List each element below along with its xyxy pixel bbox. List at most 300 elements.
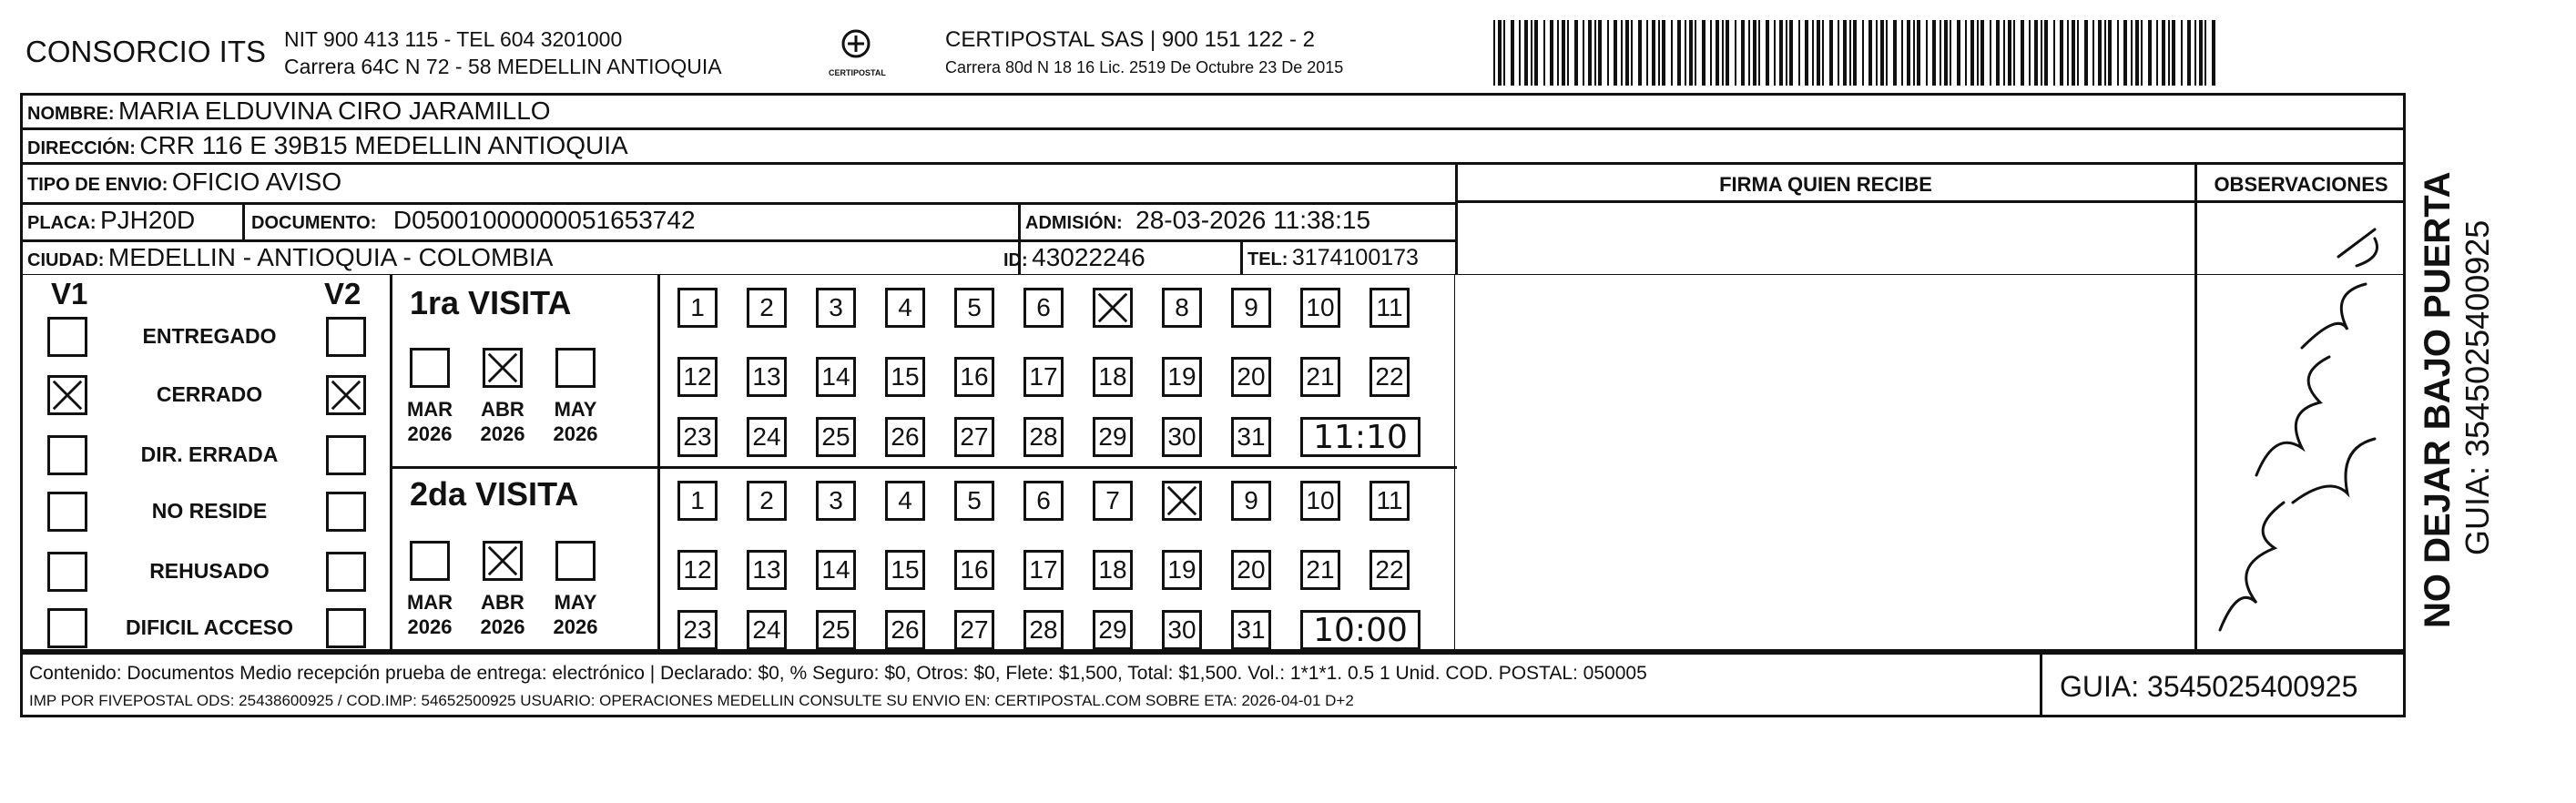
day-box[interactable] [1023, 417, 1064, 457]
document-label: DOCUMENTO: [251, 213, 377, 233]
v2-checkbox[interactable] [326, 492, 366, 532]
status-label: NO RESIDE [151, 499, 268, 523]
barcode-bar [1748, 20, 1750, 86]
year-label: 2026 [553, 422, 598, 445]
year-label: 2026 [407, 615, 453, 638]
barcode-bar [2041, 20, 2042, 86]
barcode-bar [1944, 20, 1948, 86]
barcode-bar [1893, 20, 1897, 86]
day-number: 6 [1036, 486, 1051, 514]
day-box[interactable] [954, 417, 994, 457]
day-box[interactable] [1369, 288, 1410, 328]
month-checkbox[interactable] [410, 541, 450, 581]
barcode-bar [2168, 20, 2170, 86]
month-label: MAR [406, 591, 453, 614]
day-box[interactable] [677, 357, 718, 397]
day-number: 7 [1105, 486, 1120, 514]
month-checkbox[interactable] [483, 541, 523, 581]
day-number: 25 [821, 615, 850, 644]
barcode-bar [1970, 20, 1974, 86]
day-box[interactable] [1162, 357, 1202, 397]
day-number: 23 [683, 422, 712, 451]
barcode-bar [1886, 20, 1888, 86]
barcode-bar [1583, 20, 1584, 86]
name-row [27, 97, 551, 126]
day-number: 17 [1029, 362, 1058, 391]
barcode-bar [1716, 20, 1719, 86]
day-box[interactable] [885, 288, 925, 328]
v2-checkbox[interactable] [326, 608, 366, 648]
day-box[interactable] [1231, 610, 1271, 650]
barcode-bar [1735, 20, 1736, 86]
barcode-bar [1588, 20, 1592, 86]
barcode-bar [2141, 20, 2143, 86]
barcode-bar [1798, 20, 1800, 86]
day-number: 12 [683, 555, 712, 584]
day-box[interactable] [1369, 357, 1410, 397]
day-box[interactable] [1093, 417, 1133, 457]
company-info-line2: Carrera 64C N 72 - 58 MEDELLIN ANTIOQUIA [284, 55, 722, 78]
day-number: 10 [1306, 486, 1335, 514]
barcode-bar [1926, 20, 1928, 86]
barcode-bar [2029, 20, 2031, 86]
month-checkbox[interactable] [555, 348, 596, 388]
barcode-bar [2021, 20, 2024, 86]
tel-row [1247, 245, 1419, 271]
day-number: 2 [759, 486, 774, 514]
day-box[interactable] [1162, 550, 1202, 590]
year-label: 2026 [480, 615, 525, 638]
barcode-bar [1567, 20, 1569, 86]
day-number: 9 [1244, 293, 1258, 321]
barcode-bar [2067, 20, 2069, 86]
barcode-bar [1786, 20, 1787, 86]
barcode-bar [1652, 20, 1655, 86]
day-box[interactable] [747, 610, 787, 650]
day-box[interactable] [1093, 288, 1133, 328]
barcode-bar [2053, 20, 2055, 86]
barcode-bar [1932, 20, 1936, 86]
day-box[interactable] [747, 357, 787, 397]
day-number: 30 [1167, 422, 1196, 451]
barcode-bar [1625, 20, 1629, 86]
day-number: 11 [1376, 486, 1403, 514]
barcode-bar [1822, 20, 1824, 86]
day-box[interactable] [1369, 481, 1410, 521]
month-label: MAR [406, 398, 453, 421]
day-box[interactable] [747, 288, 787, 328]
barcode-bar [1677, 20, 1681, 86]
footer-line1: Contenido: Documentos Medio recepción prueba de entrega: electrónico | Declarado: $0, % Seguro: $0, Otros: $0, Flete: $1,500, Total: $1,500. Vol.: 1*1*1. 0.5 1 Unid. COD. POSTAL: 050005 [29, 663, 1647, 684]
barcode-bar [1614, 20, 1617, 86]
admission-row [1025, 206, 1370, 235]
day-number: 5 [967, 486, 982, 514]
barcode-bar [1862, 20, 1864, 86]
day-number: 8 [1175, 293, 1189, 321]
visit-time[interactable] [1300, 417, 1420, 457]
barcode-bar [2060, 20, 2063, 86]
month-checkbox[interactable] [410, 348, 450, 388]
day-box[interactable] [677, 550, 718, 590]
day-number: 12 [683, 362, 712, 391]
day-box[interactable] [1093, 610, 1133, 650]
barcode-bar [1695, 20, 1696, 86]
v1-checkbox[interactable] [47, 552, 87, 592]
status-label: REHUSADO [149, 559, 270, 583]
barcode-bar [1607, 20, 1609, 86]
day-box[interactable] [1093, 357, 1133, 397]
x-mark [329, 378, 363, 412]
visit-time[interactable] [1300, 610, 1420, 650]
day-box[interactable] [816, 288, 856, 328]
barcode-bar [1702, 20, 1705, 86]
v2-checkbox[interactable] [326, 552, 366, 592]
day-box[interactable] [1023, 550, 1064, 590]
admission-value: 28-03-2026 11:38:15 [1135, 206, 1371, 234]
day-box[interactable] [677, 610, 718, 650]
document-value: D05001000000051653742 [392, 206, 696, 234]
company-name: CONSORCIO ITS [25, 35, 267, 68]
city-value: MEDELLIN - ANTIOQUIA - COLOMBIA [107, 243, 554, 271]
id-value: 43022246 [1032, 243, 1145, 271]
day-box[interactable] [1231, 417, 1271, 457]
status-label: CERRADO [156, 382, 263, 406]
visit-time-value: 11:10 [1313, 418, 1408, 456]
day-box[interactable] [885, 481, 925, 521]
day-number: 26 [891, 422, 920, 451]
year-label: 2026 [480, 422, 525, 445]
x-mark [485, 544, 520, 578]
carrier-info-line2: Carrera 80d N 18 16 Lic. 2519 De Octubre 23 De 2015 [945, 58, 1344, 76]
day-box[interactable] [954, 357, 994, 397]
barcode-bar [2172, 20, 2175, 86]
day-number: 28 [1029, 615, 1058, 644]
day-box[interactable] [816, 481, 856, 521]
day-number: 28 [1029, 422, 1058, 451]
day-box[interactable] [885, 357, 925, 397]
barcode-bar [1849, 20, 1851, 86]
day-number: 6 [1036, 293, 1051, 321]
barcode-bar [1917, 20, 1920, 86]
day-box[interactable] [1369, 550, 1410, 590]
observations-handwriting [2202, 202, 2402, 648]
day-box[interactable] [1162, 610, 1202, 650]
barcode-bar [1940, 20, 1941, 86]
barcode-bar [2156, 20, 2158, 86]
year-label: 2026 [407, 422, 453, 445]
barcode-bar [1726, 20, 1729, 86]
barcode-bar [1543, 20, 1545, 86]
barcode-bar [2104, 20, 2106, 86]
day-box[interactable] [1162, 288, 1202, 328]
v2-checkbox[interactable] [326, 435, 366, 475]
barcode-bar [2181, 20, 2183, 86]
barcode-bar [2072, 20, 2075, 86]
document-row [251, 206, 696, 235]
v1-checkbox[interactable] [47, 375, 87, 415]
barcode-bar [1531, 20, 1532, 86]
name-label: NOMBRE: [27, 104, 115, 124]
barcode-bar [1766, 20, 1769, 86]
barcode-bar [1779, 20, 1783, 86]
day-box[interactable] [1023, 610, 1064, 650]
v1-checkbox[interactable] [47, 492, 87, 532]
address-value: CRR 116 E 39B15 MEDELLIN ANTIOQUIA [139, 131, 628, 159]
day-box[interactable] [1162, 481, 1202, 521]
day-number: 23 [683, 615, 712, 644]
day-number: 22 [1375, 362, 1404, 391]
barcode-bar [2204, 20, 2206, 86]
x-mark [485, 351, 520, 385]
id-row [1003, 243, 1145, 272]
month-label: ABR [481, 398, 524, 421]
day-box[interactable] [1300, 550, 1340, 590]
barcode-bar [2194, 20, 2196, 86]
month-checkbox[interactable] [483, 348, 523, 388]
month-label: MAY [554, 398, 597, 421]
tel-label: TEL: [1247, 249, 1288, 269]
barcode-bar [1805, 20, 1808, 86]
barcode-bar [1950, 20, 1951, 86]
day-number: 3 [829, 293, 843, 321]
barcode-bar [1562, 20, 1565, 86]
day-box[interactable] [816, 550, 856, 590]
side-guia: GUIA: 3545025400925 [2459, 219, 2496, 555]
barcode-bar [1990, 20, 1991, 86]
month-checkbox[interactable] [555, 541, 596, 581]
day-number: 16 [960, 362, 989, 391]
barcode-bar [1710, 20, 1712, 86]
barcode-bar [1996, 20, 2000, 86]
visit-time-value: 10:00 [1313, 611, 1408, 649]
day-number: 29 [1098, 422, 1127, 451]
barcode-bar [1519, 20, 1521, 86]
barcode-bar [1631, 20, 1633, 86]
city-row [27, 243, 553, 272]
day-box[interactable] [885, 550, 925, 590]
day-number: 31 [1237, 422, 1266, 451]
v2-heading: V2 [324, 277, 361, 310]
day-box[interactable] [677, 288, 718, 328]
type-row [27, 168, 341, 197]
day-number: 14 [821, 362, 850, 391]
day-number: 17 [1029, 555, 1058, 584]
day-number: 9 [1244, 486, 1258, 514]
day-number: 24 [752, 422, 781, 451]
day-number: 15 [891, 362, 920, 391]
day-box[interactable] [816, 610, 856, 650]
day-number: 26 [891, 615, 920, 644]
day-box[interactable] [1300, 288, 1340, 328]
day-box[interactable] [954, 481, 994, 521]
barcode-bar [2108, 20, 2112, 86]
day-box[interactable] [747, 481, 787, 521]
day-box[interactable] [1023, 481, 1064, 521]
day-number: 21 [1306, 555, 1335, 584]
barcode-bar [1638, 20, 1642, 86]
id-label: ID: [1003, 250, 1028, 270]
barcode-bar [2131, 20, 2133, 86]
barcode [1493, 20, 2222, 86]
day-number: 20 [1237, 555, 1266, 584]
day-box[interactable] [1300, 357, 1340, 397]
barcode-bar [2077, 20, 2079, 86]
barcode-bar [1868, 20, 1872, 86]
barcode-bar [1957, 20, 1960, 86]
day-box[interactable] [1231, 288, 1271, 328]
barcode-bar [1977, 20, 1979, 86]
day-number: 21 [1306, 362, 1335, 391]
day-box[interactable] [677, 481, 718, 521]
day-box[interactable] [885, 417, 925, 457]
day-number: 19 [1167, 362, 1196, 391]
visit1-title: 1ra VISITA [410, 284, 572, 321]
certipostal-logo [829, 27, 886, 82]
barcode-bar [2008, 20, 2011, 86]
barcode-bar [2044, 20, 2048, 86]
day-box[interactable] [1023, 357, 1064, 397]
barcode-bar [2123, 20, 2127, 86]
day-number: 10 [1306, 293, 1335, 321]
status-label: DIFICIL ACCESO [125, 615, 293, 639]
barcode-bar [2084, 20, 2088, 86]
day-number: 19 [1167, 555, 1196, 584]
side-warning: NO DEJAR BAJO PUERTA [2418, 171, 2458, 628]
logo-text: CERTIPOSTAL [829, 68, 886, 77]
day-number: 16 [960, 555, 989, 584]
visit2-title: 2da VISITA [410, 475, 579, 513]
year-label: 2026 [553, 615, 598, 638]
barcode-bar [2199, 20, 2203, 86]
type-value: OFICIO AVISO [171, 168, 342, 196]
barcode-bar [2013, 20, 2015, 86]
carrier-info-line1: CERTIPOSTAL SAS | 900 151 122 - 2 [945, 27, 1315, 52]
barcode-bar [2162, 20, 2165, 86]
day-box[interactable] [954, 550, 994, 590]
day-box[interactable] [816, 417, 856, 457]
barcode-bar [2098, 20, 2102, 86]
barcode-bar [1789, 20, 1793, 86]
v2-checkbox[interactable] [326, 317, 366, 357]
barcode-bar [1598, 20, 1602, 86]
day-box[interactable] [677, 417, 718, 457]
barcode-bar [1817, 20, 1820, 86]
barcode-bar [1880, 20, 1884, 86]
v2-checkbox[interactable] [326, 375, 366, 415]
barcode-bar [1685, 20, 1686, 86]
day-number: 5 [967, 293, 982, 321]
month-label: ABR [481, 591, 524, 614]
admission-label: ADMISIÓN: [1025, 213, 1123, 233]
v1-checkbox[interactable] [47, 317, 87, 357]
day-number: 4 [898, 293, 912, 321]
signature-heading: FIRMA QUIEN RECIBE [1719, 173, 1932, 196]
barcode-bar [1493, 20, 1495, 86]
barcode-bar [1498, 20, 1502, 86]
day-box[interactable] [1023, 288, 1064, 328]
footer-line2: IMP POR FIVEPOSTAL ODS: 25438600925 / COD.IMP: 54652500925 USUARIO: OPERACIONES MEDELLIN CONSULTE SU ENVIO EN: CERTIPOSTAL.COM SOBRE ETA: 2026-04-01 D+2 [29, 692, 1354, 709]
name-value: MARIA ELDUVINA CIRO JARAMILLO [118, 97, 551, 125]
barcode-bar [1621, 20, 1623, 86]
day-number: 14 [821, 555, 850, 584]
day-box[interactable] [885, 610, 925, 650]
day-number: 30 [1167, 615, 1196, 644]
v1-heading: V1 [51, 277, 88, 310]
day-number: 27 [960, 615, 989, 644]
plate-label: PLACA: [27, 213, 97, 233]
barcode-bar [1753, 20, 1756, 86]
month-label: MAY [554, 591, 597, 614]
day-number: 24 [752, 615, 781, 644]
day-box[interactable] [747, 417, 787, 457]
v1-checkbox[interactable] [47, 608, 87, 648]
barcode-bar [1774, 20, 1776, 86]
barcode-bar [1901, 20, 1903, 86]
barcode-bar [2187, 20, 2191, 86]
day-number: 22 [1375, 555, 1404, 584]
day-box[interactable] [1093, 481, 1133, 521]
company-info-line1: NIT 900 413 115 - TEL 604 3201000 [284, 27, 623, 51]
day-box[interactable] [1093, 550, 1133, 590]
barcode-bar [2148, 20, 2152, 86]
address-label: DIRECCIÓN: [27, 138, 136, 158]
day-number: 18 [1098, 362, 1127, 391]
status-label: ENTREGADO [142, 324, 277, 348]
barcode-bar [2003, 20, 2005, 86]
barcode-bar [1534, 20, 1538, 86]
plate-row [27, 206, 195, 235]
plate-value: PJH20D [100, 206, 196, 234]
day-box[interactable] [1162, 417, 1202, 457]
v1-checkbox[interactable] [47, 435, 87, 475]
barcode-bar [1853, 20, 1857, 86]
footer-guia: GUIA: 3545025400925 [2060, 670, 2358, 703]
barcode-bar [1965, 20, 1967, 86]
day-number: 2 [759, 293, 774, 321]
day-number: 18 [1098, 555, 1127, 584]
day-box[interactable] [954, 288, 994, 328]
observations-heading: OBSERVACIONES [2214, 173, 2388, 196]
day-box[interactable] [1231, 481, 1271, 521]
day-number: 31 [1237, 615, 1266, 644]
x-mark [1095, 290, 1130, 325]
day-number: 1 [690, 486, 705, 514]
day-box[interactable] [816, 357, 856, 397]
day-number: 29 [1098, 615, 1127, 644]
barcode-bar [2092, 20, 2094, 86]
day-number: 13 [752, 362, 781, 391]
day-box[interactable] [1231, 550, 1271, 590]
status-label: DIR. ERRADA [140, 442, 279, 466]
barcode-bar [1503, 20, 1505, 86]
barcode-bar [2135, 20, 2139, 86]
barcode-bar [1838, 20, 1839, 86]
day-number: 1 [690, 293, 705, 321]
barcode-bar [1671, 20, 1673, 86]
day-box[interactable] [954, 610, 994, 650]
day-number: 15 [891, 555, 920, 584]
day-box[interactable] [747, 550, 787, 590]
tel-value: 3174100173 [1291, 245, 1419, 270]
barcode-bar [1812, 20, 1814, 86]
observations-text [2204, 637, 2209, 638]
day-number: 13 [752, 555, 781, 584]
day-box[interactable] [1300, 481, 1340, 521]
barcode-bar [1524, 20, 1528, 86]
day-box[interactable] [1231, 357, 1271, 397]
barcode-bar [1758, 20, 1760, 86]
day-number: 3 [829, 486, 843, 514]
